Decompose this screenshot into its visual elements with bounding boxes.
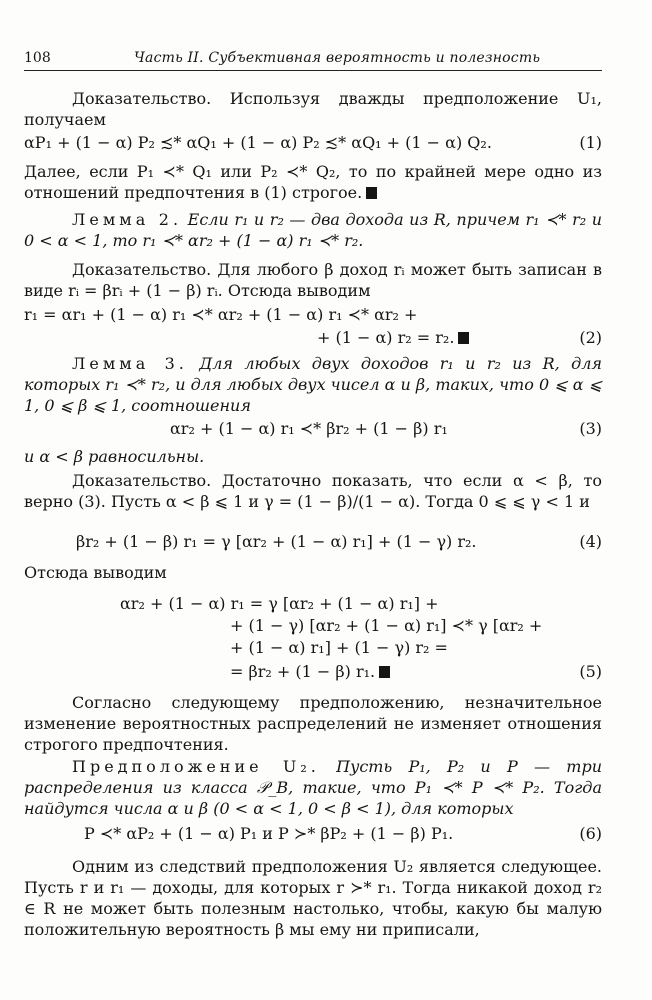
assumption-u2-statement: Пусть P₁, P₂ и P — три распределения из класса 𝒫_B, такие, что P₁ ≺* P ≺* P₂. Тогда найдутся числа α и β (0 < α < 1, 0 < β < 1), для которых — [24, 757, 602, 818]
proof-1-text: Доказательство. Используя дважды предположение U₁, получаем — [24, 89, 602, 129]
equation-6: P ≺* αP₂ + (1 − α) P₁ и P ≻* βP₂ + (1 − β) P₁. — [84, 824, 454, 843]
equation-2-line-2 — [317, 327, 469, 348]
lemma-3 — [24, 353, 602, 416]
qed-mark — [366, 187, 377, 199]
equation-6-number: (6) — [579, 824, 602, 843]
assumption-u2-label: Предположение U₂. — [72, 757, 320, 776]
equation-4-number: (4) — [579, 532, 602, 551]
page-number: 108 — [24, 50, 51, 66]
lemma-3-statement: Для любых двух доходов r₁ и r₂ из R, для которых r₁ ≺* r₂, и для любых двух чисел α и β, таких, что 0 ⩽ α ⩽ 1, 0 ⩽ β ⩽ 1, соотношения — [24, 354, 603, 415]
otsyuda-text: Отсюда выводим — [24, 563, 167, 582]
equation-5-line-3: + (1 − α) r₁] + (1 − γ) r₂ = — [230, 638, 448, 657]
equation-2-number: (2) — [579, 328, 602, 347]
equation-2-line-1: r₁ = αr₁ + (1 − α) r₁ ≺* αr₂ + (1 − α) r₁ ≺* αr₂ + — [24, 305, 418, 324]
proof-1-conclusion — [24, 161, 602, 203]
running-title: Часть II. Субъективная вероятность и полезность — [134, 50, 541, 66]
page-header — [24, 48, 602, 71]
assumption-u2 — [24, 756, 602, 819]
equation-5-line-4 — [230, 661, 390, 682]
equation-4: βr₂ + (1 − β) r₁ = γ [αr₂ + (1 − α) r₁] + (1 − γ) r₂. — [76, 532, 477, 551]
equation-1-number: (1) — [579, 133, 602, 152]
proof-1-conclusion-text: Далее, если P₁ ≺* Q₁ или P₂ ≺* Q₂, то по крайней мере одно из отношений предпочтения в (1) строгое. — [24, 162, 602, 202]
proof-3-text: Доказательство. Достаточно показать, что если α < β, то верно (3). Пусть α < β ⩽ 1 и γ = (1 − β)/(1 − α). Тогда 0 ⩽ ⩽ γ < 1 и — [24, 471, 602, 511]
equation-5-line-1: αr₂ + (1 − α) r₁ = γ [αr₂ + (1 − α) r₁] + — [120, 594, 439, 613]
qed-mark — [379, 666, 390, 678]
equation-2-line-2-text: + (1 − α) r₂ = r₂. — [317, 328, 455, 347]
equation-5-number: (5) — [579, 662, 602, 681]
lemma-2 — [24, 209, 602, 251]
equation-1: αP₁ + (1 − α) P₂ ≾* αQ₁ + (1 − α) P₂ ≾* αQ₁ + (1 − α) Q₂. — [24, 133, 492, 152]
lemma-3-conclusion: и α < β равносильны. — [24, 447, 205, 466]
equation-5-line-2: + (1 − γ) [αr₂ + (1 − α) r₁] ≺* γ [αr₂ + — [230, 616, 543, 635]
paragraph-consequence: Одним из следствий предположения U₂ является следующее. Пусть r и r₁ — доходы, для которых r ≻* r₁. Тогда никакой доход r₂ ∈ R не может быть полезным настолько, чтобы, какую бы малую положительную вероятность β мы ему ни приписали, — [24, 857, 602, 939]
paragraph-strict-preference: Согласно следующему предположению, незначительное изменение вероятностных распределений не изменяет отношения строгого предпочтения. — [24, 693, 602, 754]
qed-mark — [458, 332, 469, 344]
equation-3: αr₂ + (1 − α) r₁ ≺* βr₂ + (1 − β) r₁ — [170, 419, 448, 438]
equation-5-line-4-text: = βr₂ + (1 − β) r₁. — [230, 662, 376, 681]
lemma-2-statement: Если r₁ и r₂ — два дохода из R, причем r₁ ≺* r₂ и 0 < α < 1, то r₁ ≺* αr₂ + (1 − α) r₁ ≺* r₂. — [24, 210, 603, 250]
lemma-3-label: Лемма 3. — [72, 354, 188, 373]
equation-3-number: (3) — [579, 419, 602, 438]
lemma-2-label: Лемма 2. — [72, 210, 183, 229]
proof-2-text: Доказательство. Для любого β доход rᵢ может быть записан в виде rᵢ = βrᵢ + (1 − β) rᵢ. Отсюда выводим — [24, 260, 602, 300]
